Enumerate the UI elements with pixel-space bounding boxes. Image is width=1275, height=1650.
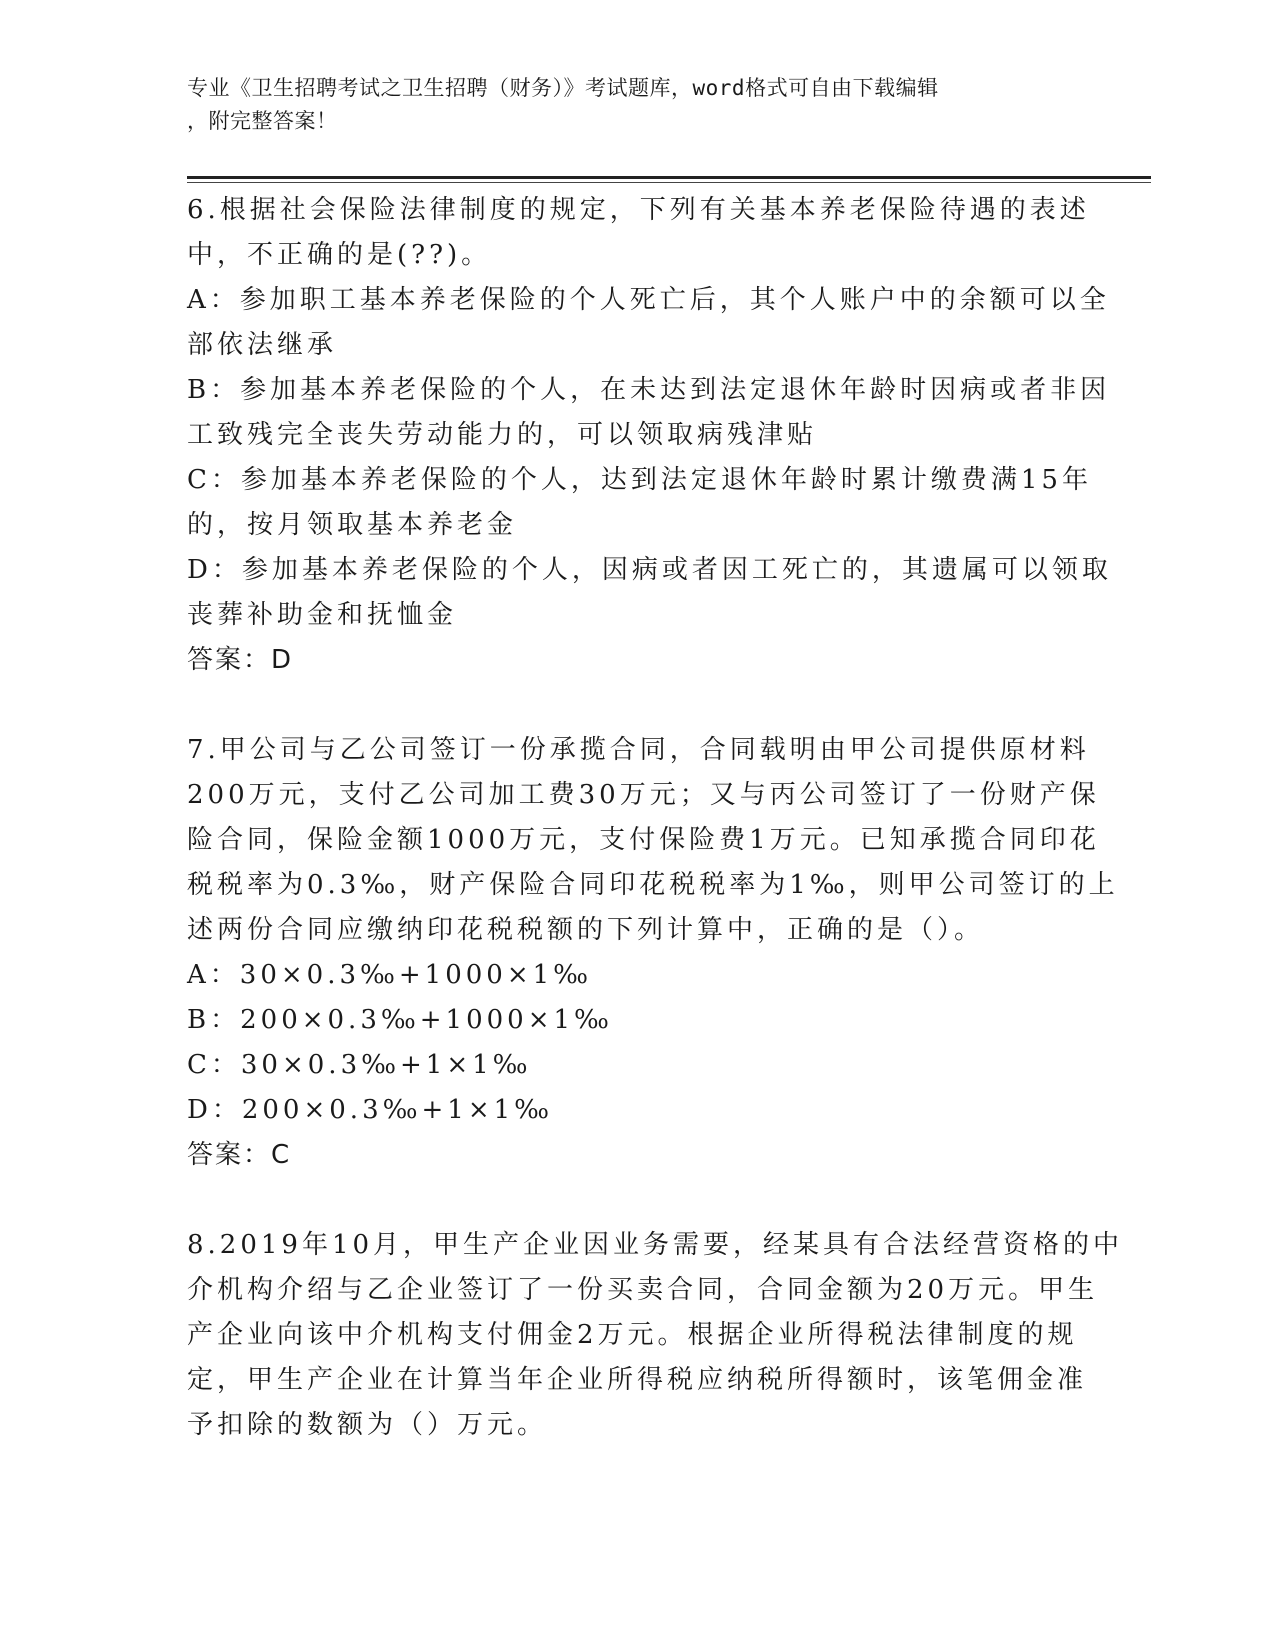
header-line-2: ，附完整答案！ <box>187 109 338 133</box>
header-line-1: 专业《卫生招聘考试之卫生招聘（财务）》考试题库，word格式可自由下载编辑 <box>187 76 939 100</box>
header-rule-thin <box>187 182 1151 183</box>
option-d: D：200×0.3‰+1×1‰ <box>187 1095 554 1125</box>
option-d: D：参加基本养老保险的个人，因病或者因工死亡的，其遗属可以领取 <box>187 555 1112 585</box>
question-text-line: 200万元，支付乙公司加工费30万元；又与丙公司签订了一份财产保 <box>187 780 1100 810</box>
question-7 <box>187 728 1119 1178</box>
option-c: C：参加基本养老保险的个人，达到法定退休年龄时累计缴费满15年 <box>187 465 1092 495</box>
option-b: B：参加基本养老保险的个人，在未达到法定退休年龄时因病或者非因 <box>187 375 1111 405</box>
option-b: B：200×0.3‰+1000×1‰ <box>187 1005 613 1035</box>
option-c: C：30×0.3‰+1×1‰ <box>187 1050 532 1080</box>
question-text-line: 述两份合同应缴纳印花税税额的下列计算中，正确的是（）。 <box>187 915 985 945</box>
question-text-line: 予扣除的数额为（）万元。 <box>187 1410 548 1440</box>
question-spacer <box>187 683 1067 728</box>
document-header <box>187 72 1067 138</box>
question-text-line: 产企业向该中介机构支付佣金2万元。根据企业所得税法律制度的规 <box>187 1320 1078 1350</box>
question-spacer <box>187 1178 1067 1223</box>
option-b-continued: 工致残完全丧失劳动能力的，可以领取病残津贴 <box>187 420 818 450</box>
question-text-line: 定，甲生产企业在计算当年企业所得税应纳税所得额时，该笔佣金准 <box>187 1365 1088 1395</box>
header-rule-thick <box>187 176 1151 179</box>
question-6 <box>187 188 1112 683</box>
answer-label: 答案：D <box>187 645 294 675</box>
option-d-continued: 丧葬补助金和抚恤金 <box>187 600 458 630</box>
question-text-line: 险合同，保险金额1000万元，支付保险费1万元。已知承揽合同印花 <box>187 825 1100 855</box>
option-a-continued: 部依法继承 <box>187 330 338 360</box>
question-text-line: 中，不正确的是(??)。 <box>187 240 492 270</box>
question-text-line: 7.甲公司与乙公司签订一份承揽合同，合同载明由甲公司提供原材料 <box>187 735 1090 765</box>
question-text-line: 8.2019年10月，甲生产企业因业务需要，经某具有合法经营资格的中 <box>187 1230 1124 1260</box>
question-list <box>187 188 1124 1448</box>
question-text-line: 6.根据社会保险法律制度的规定，下列有关基本养老保险待遇的表述 <box>187 195 1090 225</box>
question-text-line: 介机构介绍与乙企业签订了一份买卖合同，合同金额为20万元。甲生 <box>187 1275 1099 1305</box>
option-a: A：参加职工基本养老保险的个人死亡后，其个人账户中的余额可以全 <box>187 285 1110 315</box>
question-text-line: 税税率为0.3‰，财产保险合同印花税税率为1‰，则甲公司签订的上 <box>187 870 1119 900</box>
answer-label: 答案：C <box>187 1140 292 1170</box>
question-8 <box>187 1223 1124 1448</box>
option-a: A：30×0.3‰+1000×1‰ <box>187 960 593 990</box>
option-c-continued: 的，按月领取基本养老金 <box>187 510 518 540</box>
